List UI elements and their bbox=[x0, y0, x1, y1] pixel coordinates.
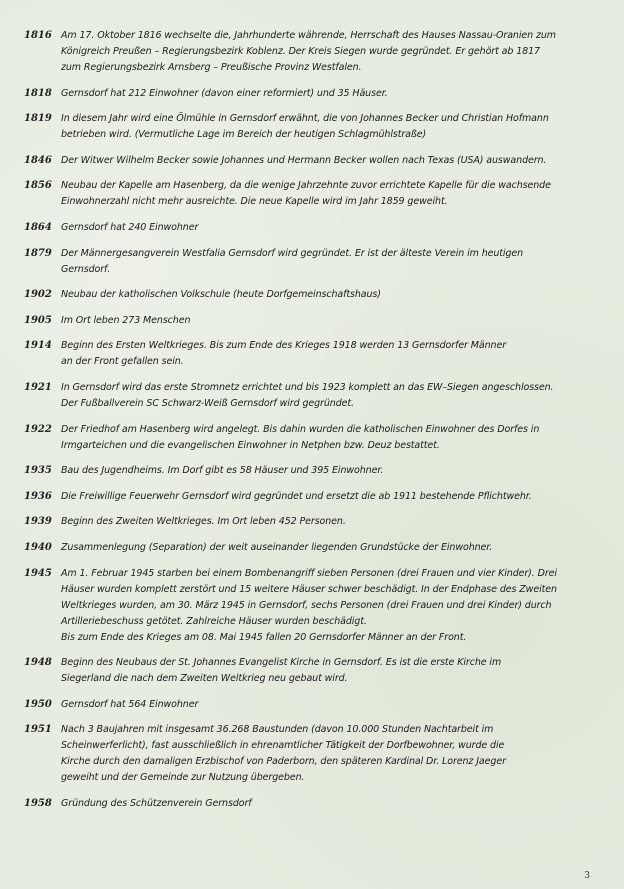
entry-text-line: Der Friedhof am Hasenberg wird angelegt. Bis dahin wurden die katholischen Einwohner des Dorfes in bbox=[61, 423, 540, 435]
entry-year: 1819 bbox=[24, 113, 52, 125]
entry-text-line: Gernsdorf hat 564 Einwohner bbox=[61, 698, 199, 710]
entry-year: 1939 bbox=[24, 516, 52, 528]
entry-text-line: Beginn des Neubaus der St. Johannes Evangelist Kirche in Gernsdorf. Es ist die erste Kirche im bbox=[61, 657, 502, 669]
entry-text-line: Die Freiwillige Feuerwehr Gernsdorf wird gegründet und ersetzt die ab 1911 bestehende Pflichtwehr. bbox=[61, 490, 532, 502]
entry-year: 1856 bbox=[24, 180, 52, 192]
entry-text bbox=[61, 697, 601, 713]
entry-text-line: Gernsdorf hat 212 Einwohner (davon einer reformiert) und 35 Häuser. bbox=[61, 87, 388, 99]
timeline-entry bbox=[0, 380, 624, 412]
timeline-entry bbox=[0, 540, 624, 556]
timeline-entry bbox=[0, 489, 624, 505]
entry-text-line: In Gernsdorf wird das erste Stromnetz errichtet und bis 1923 komplett an das EW–Siegen angeschlossen. bbox=[61, 381, 554, 393]
entry-year: 1921 bbox=[24, 381, 52, 393]
entry-text-line: Neubau der Kapelle am Hasenberg, da die wenige Jahrzehnte zuvor errichtete Kapelle für die wachsende bbox=[61, 180, 551, 192]
timeline-entry bbox=[0, 514, 624, 530]
entry-text-line: Neubau der katholischen Volkschule (heute Dorfgemeinschaftshaus) bbox=[61, 289, 381, 301]
entry-text-line: an der Front gefallen sein. bbox=[61, 356, 184, 368]
timeline-entry bbox=[0, 655, 624, 687]
entry-year: 1935 bbox=[24, 465, 52, 477]
timeline-entry bbox=[0, 178, 624, 210]
entry-text bbox=[61, 566, 601, 646]
entry-text bbox=[61, 796, 601, 812]
entry-text bbox=[61, 86, 601, 102]
entry-text bbox=[61, 313, 601, 329]
timeline-entry bbox=[0, 463, 624, 479]
chronicle-page bbox=[0, 28, 624, 821]
entry-text bbox=[61, 540, 601, 556]
entry-text bbox=[61, 111, 601, 143]
entry-text-line: Zusammenlegung (Separation) der weit auseinander liegenden Grundstücke der Einwohner. bbox=[61, 541, 493, 553]
entry-text-line: Beginn des Zweiten Weltkrieges. Im Ort leben 452 Personen. bbox=[61, 516, 346, 528]
entry-text-line: Siegerland die nach dem Zweiten Weltkrieg neu gebaut wird. bbox=[61, 673, 348, 685]
entry-text-line: Der Männergesangverein Westfalia Gernsdorf wird gegründet. Er ist der älteste Verein im heutigen bbox=[61, 247, 524, 259]
entry-text-line: Am 1. Februar 1945 starben bei einem Bombenangriff sieben Personen (drei Frauen und vier Kinder). Drei bbox=[61, 567, 557, 579]
timeline-entry bbox=[0, 566, 624, 646]
entry-text-line: Der Fußballverein SC Schwarz-Weiß Gernsdorf wird gegründet. bbox=[61, 397, 354, 409]
entry-year: 1936 bbox=[24, 490, 52, 502]
entry-text bbox=[61, 489, 601, 505]
entry-text bbox=[61, 220, 601, 236]
timeline-entry bbox=[0, 220, 624, 236]
entry-text-line: betrieben wird. (Vermutliche Lage im Bereich der heutigen Schlagmühlstraße) bbox=[61, 129, 427, 141]
entry-text bbox=[61, 463, 601, 479]
entry-text-line: Scheinwerferlicht), fast ausschließlich in ehrenamtlicher Tätigkeit der Dorfbewohner, wurde die bbox=[61, 740, 505, 752]
entry-text bbox=[61, 28, 601, 76]
entry-year: 1846 bbox=[24, 154, 52, 166]
entry-year: 1816 bbox=[24, 30, 52, 41]
timeline-entry bbox=[0, 722, 624, 786]
entry-text bbox=[61, 655, 601, 687]
entry-text-line: Weltkrieges wurden, am 30. März 1945 in Gernsdorf, sechs Personen (drei Frauen und drei Kinder) durch bbox=[61, 599, 552, 611]
entry-text-line: Nach 3 Baujahren mit insgesamt 36.268 Baustunden (davon 10.000 Stunden Nachtarbeit im bbox=[61, 724, 494, 736]
timeline-entry bbox=[0, 86, 624, 102]
timeline-entry bbox=[0, 313, 624, 329]
timeline-entry bbox=[0, 28, 624, 76]
entry-text-line: Beginn des Ersten Weltkrieges. Bis zum Ende des Krieges 1918 werden 13 Gernsdorfer Männer bbox=[61, 340, 506, 352]
entry-text-line: Einwohnerzahl nicht mehr ausreichte. Die neue Kapelle wird im Jahr 1859 geweiht. bbox=[61, 196, 448, 208]
timeline-entry bbox=[0, 422, 624, 454]
entry-year: 1945 bbox=[24, 567, 52, 579]
entry-text bbox=[61, 287, 601, 303]
page-number: 3 bbox=[584, 871, 590, 881]
entry-text-line: geweiht und der Gemeinde zur Nutzung übergeben. bbox=[61, 772, 305, 784]
entry-text-line: Häuser wurden komplett zerstört und 15 weitere Häuser schwer beschädigt. In der Endphase des Zweiten bbox=[61, 583, 557, 595]
entry-year: 1922 bbox=[24, 423, 52, 435]
entry-text-line: Bis zum Ende des Krieges am 08. Mai 1945 fallen 20 Gernsdorfer Männer an der Front. bbox=[61, 631, 467, 643]
entry-year: 1940 bbox=[24, 541, 52, 553]
timeline-entry bbox=[0, 338, 624, 370]
timeline-entry bbox=[0, 246, 624, 278]
entry-text-line: Gernsdorf. bbox=[61, 263, 111, 275]
entry-year: 1948 bbox=[24, 657, 52, 669]
entry-text bbox=[61, 338, 601, 370]
entry-text-line: Königreich Preußen – Regierungsbezirk Koblenz. Der Kreis Siegen wurde gegründet. Er gehört ab 1817 bbox=[61, 46, 540, 57]
entry-text-line: In diesem Jahr wird eine Ölmühle in Gernsdorf erwähnt, die von Johannes Becker und Christian Hofmann bbox=[61, 113, 549, 125]
entry-text-line: zum Regierungsbezirk Arnsberg – Preußische Provinz Westfalen. bbox=[61, 62, 362, 73]
entry-year: 1905 bbox=[24, 314, 52, 326]
entry-text-line: Gernsdorf hat 240 Einwohner bbox=[61, 221, 199, 233]
entry-text bbox=[61, 178, 601, 210]
timeline-entry bbox=[0, 287, 624, 303]
entry-text bbox=[61, 422, 601, 454]
timeline-entry bbox=[0, 697, 624, 713]
entry-year: 1958 bbox=[24, 797, 52, 809]
entry-text bbox=[61, 380, 601, 412]
entry-text-line: Irmgarteichen und die evangelischen Einwohner in Netphen bzw. Deuz bestattet. bbox=[61, 439, 440, 451]
entry-text-line: Im Ort leben 273 Menschen bbox=[61, 314, 191, 326]
entry-text-line: Gründung des Schützenverein Gernsdorf bbox=[61, 797, 252, 809]
entry-text bbox=[61, 246, 601, 278]
timeline-entry bbox=[0, 796, 624, 812]
entry-year: 1902 bbox=[24, 289, 52, 301]
entry-text-line: Artilleriebeschuss getötet. Zahlreiche Häuser wurden beschädigt. bbox=[61, 615, 367, 627]
entry-year: 1950 bbox=[24, 698, 52, 710]
entry-text-line: Bau des Jugendheims. Im Dorf gibt es 58 Häuser und 395 Einwohner. bbox=[61, 465, 384, 477]
entry-text bbox=[61, 722, 601, 786]
entry-text-line: Am 17. Oktober 1816 wechselte die, Jahrhunderte währende, Herrschaft des Hauses Nassau-Oranien zum bbox=[61, 30, 556, 41]
entry-year: 1879 bbox=[24, 247, 52, 259]
timeline-entry bbox=[0, 111, 624, 143]
entry-year: 1818 bbox=[24, 87, 52, 99]
entry-year: 1864 bbox=[24, 221, 52, 233]
entry-text-line: Der Witwer Wilhelm Becker sowie Johannes und Hermann Becker wollen nach Texas (USA) auswandern. bbox=[61, 154, 547, 166]
entry-text bbox=[61, 153, 601, 169]
entry-text-line: Kirche durch den damaligen Erzbischof von Paderborn, den späteren Kardinal Dr. Lorenz Jaeger bbox=[61, 756, 506, 768]
entry-year: 1914 bbox=[24, 340, 52, 352]
entry-text bbox=[61, 514, 601, 530]
entry-year: 1951 bbox=[24, 724, 52, 736]
timeline-entry bbox=[0, 153, 624, 169]
